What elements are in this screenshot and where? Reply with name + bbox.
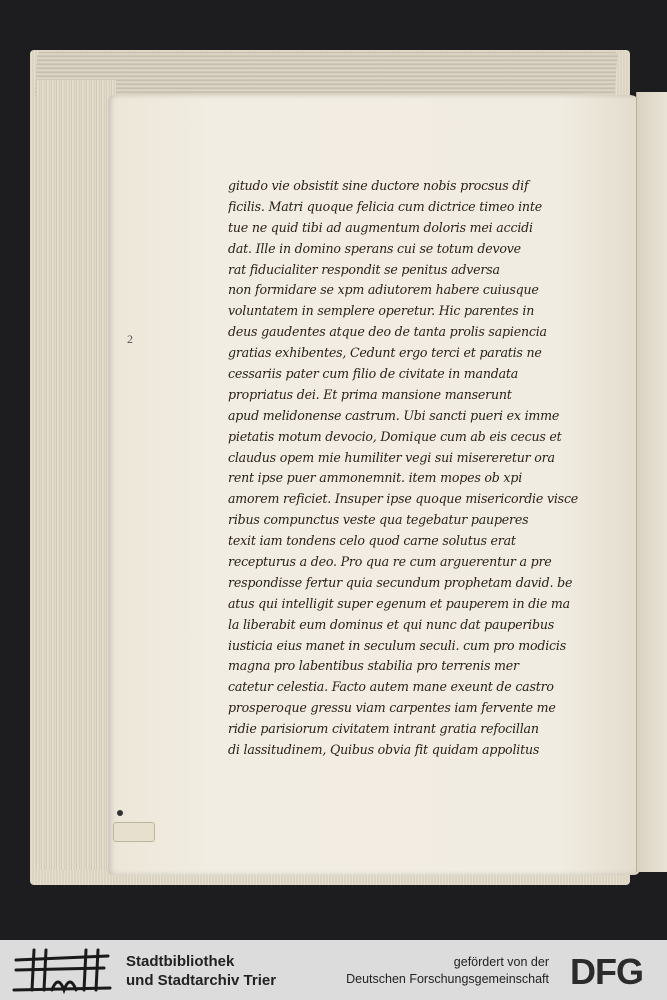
page-tab xyxy=(113,822,155,842)
text-line: amorem reficiet. Insuper ipse quoque misericordie visce xyxy=(228,491,579,507)
text-line: texit iam tondens celo quod carne solutus erat xyxy=(228,533,516,549)
manuscript-text xyxy=(228,176,600,761)
dfg-logo-icon xyxy=(568,950,660,992)
funding-line1: gefördert von der xyxy=(453,955,549,969)
text-line: iusticia eius manet in seculum seculi. cum pro modicis xyxy=(228,637,567,653)
text-line: ridie parisiorum civitatem intrant gratia refocillan xyxy=(228,721,539,737)
text-line: gitudo vie obsistit sine ductore nobis procsus dif xyxy=(228,178,529,193)
library-name-line2: und Stadtarchiv Trier xyxy=(126,972,277,989)
facing-page-edge xyxy=(636,92,667,872)
text-line: apud melidonense castrum. Ubi sancti pueri ex imme xyxy=(228,407,560,423)
margin-note: 2 xyxy=(127,332,133,346)
text-line: atus qui intelligit super egenum et pauperem in die ma xyxy=(228,595,570,611)
text-line: non formidare se xpm adiutorem habere cuiusque xyxy=(228,282,539,298)
library-name xyxy=(126,952,276,990)
funding-line2: Deutschen Forschungsgemeinschaft xyxy=(346,972,549,986)
text-line: pietatis motum devocio, Domique cum ab eis cecus et xyxy=(228,428,562,444)
text-line: claudus opem mie humiliter vegi sui misereretur ora xyxy=(228,449,555,465)
text-line: ficilis. Matri quoque felicia cum dictrice timeo inte xyxy=(228,198,542,214)
funding-note xyxy=(346,954,549,988)
text-line: recepturus a deo. Pro qua re cum arguerentur a pre xyxy=(228,554,552,570)
text-line: prosperoque gressu viam carpentes iam fervente me xyxy=(228,700,556,716)
text-line: rat fiducialiter respondit se penitus adversa xyxy=(228,261,500,277)
text-line: magna pro labentibus stabilia pro terrenis mer xyxy=(228,658,519,674)
text-line: propriatus dei. Et prima mansione manserunt xyxy=(228,386,512,402)
library-logo-icon xyxy=(12,946,112,994)
text-line: tue ne quid tibi ad augmentum doloris mei accidi xyxy=(228,219,533,235)
text-line: rent ipse puer ammonemnit. item mopes ob xpi xyxy=(228,470,523,486)
text-line: gratias exhibentes, Cedunt ergo terci et paratis ne xyxy=(228,345,542,361)
page-edges-top xyxy=(34,52,617,97)
ink-dot xyxy=(117,810,123,816)
text-line: voluntatem in semplere operetur. Hic parentes in xyxy=(228,303,535,319)
text-line: catetur celestia. Facto autem mane exeunt de castro xyxy=(228,679,554,695)
text-line: la liberabit eum dominus et qui nunc dat pauperibus xyxy=(228,616,555,632)
dfg-logo-text: DFG xyxy=(570,951,643,992)
text-line: di lassitudinem, Quibus obvia fit quidam appolitus xyxy=(228,742,540,758)
library-name-line1: Stadtbibliothek xyxy=(126,953,235,970)
text-line: cessariis pater cum filio de civitate in mandata xyxy=(228,366,519,382)
text-line: deus gaudentes atque deo de tanta prolis sapiencia xyxy=(228,324,547,340)
text-line: respondisse fertur quia secundum prophetam david. be xyxy=(228,574,573,590)
page-edges-left xyxy=(36,80,116,870)
text-line: ribus compunctus veste qua tegebatur pauperes xyxy=(228,512,529,528)
text-line: dat. Ille in domino sperans cui se totum devove xyxy=(228,240,521,256)
